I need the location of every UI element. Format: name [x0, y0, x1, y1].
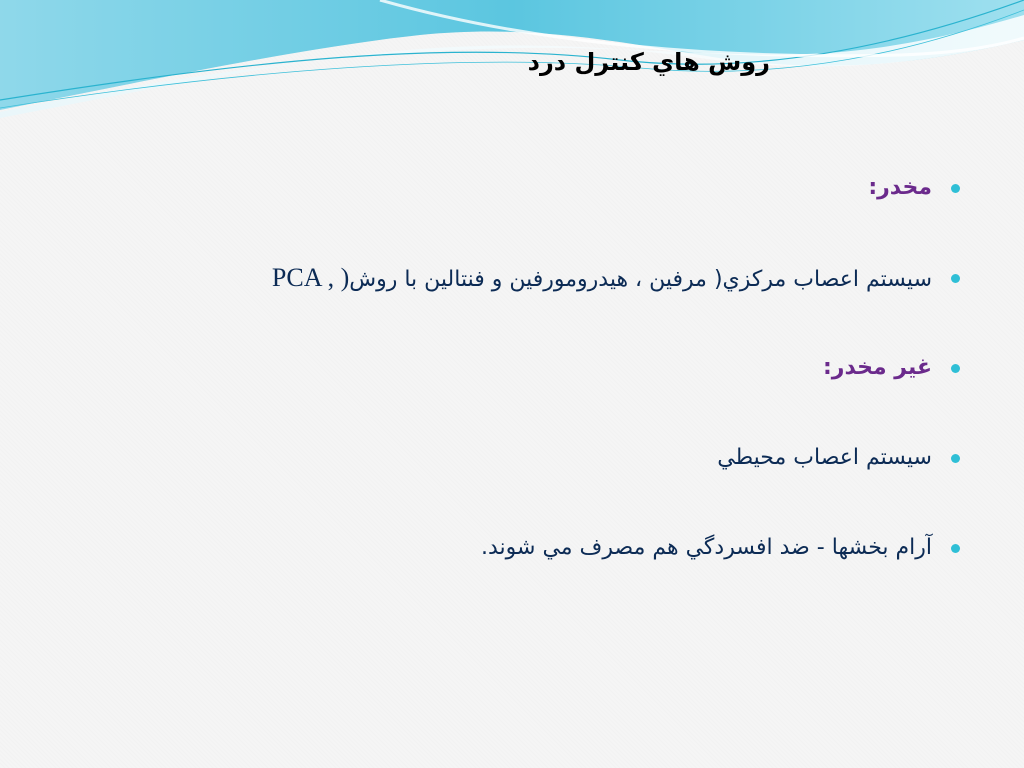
bullet-text-pns: سيستم اعصاب محيطي	[717, 445, 932, 470]
bullet-dot-icon	[951, 454, 960, 463]
bullet-dot-icon	[951, 544, 960, 553]
bullet-dot-icon	[951, 184, 960, 193]
bullet-text-cns	[265, 250, 932, 308]
bullet-item-pns	[100, 430, 960, 520]
bullet-text-cns-main: سيستم اعصاب مركزي( مرفين ، هيدرومورفين و فنتالين با روش	[349, 267, 932, 292]
bullet-item-sedatives	[100, 520, 960, 610]
bullet-dot-icon	[951, 274, 960, 283]
bullet-text-cns-pca: PCA , )	[265, 263, 350, 292]
bullet-dot-icon	[951, 364, 960, 373]
bullet-heading-non-narcotic: غير مخدر:	[822, 355, 932, 380]
bullet-item-non-narcotic	[100, 340, 960, 430]
bullet-list	[100, 160, 960, 610]
bullet-item-cns	[100, 250, 960, 340]
bullet-heading-narcotic: مخدر:	[868, 175, 932, 200]
bullet-text-sedatives: آرام بخشها - ضد افسردگي هم مصرف مي شوند.	[480, 535, 932, 560]
bullet-item-narcotic	[100, 160, 960, 250]
slide-title: روش هاي كنترل درد	[527, 48, 770, 76]
